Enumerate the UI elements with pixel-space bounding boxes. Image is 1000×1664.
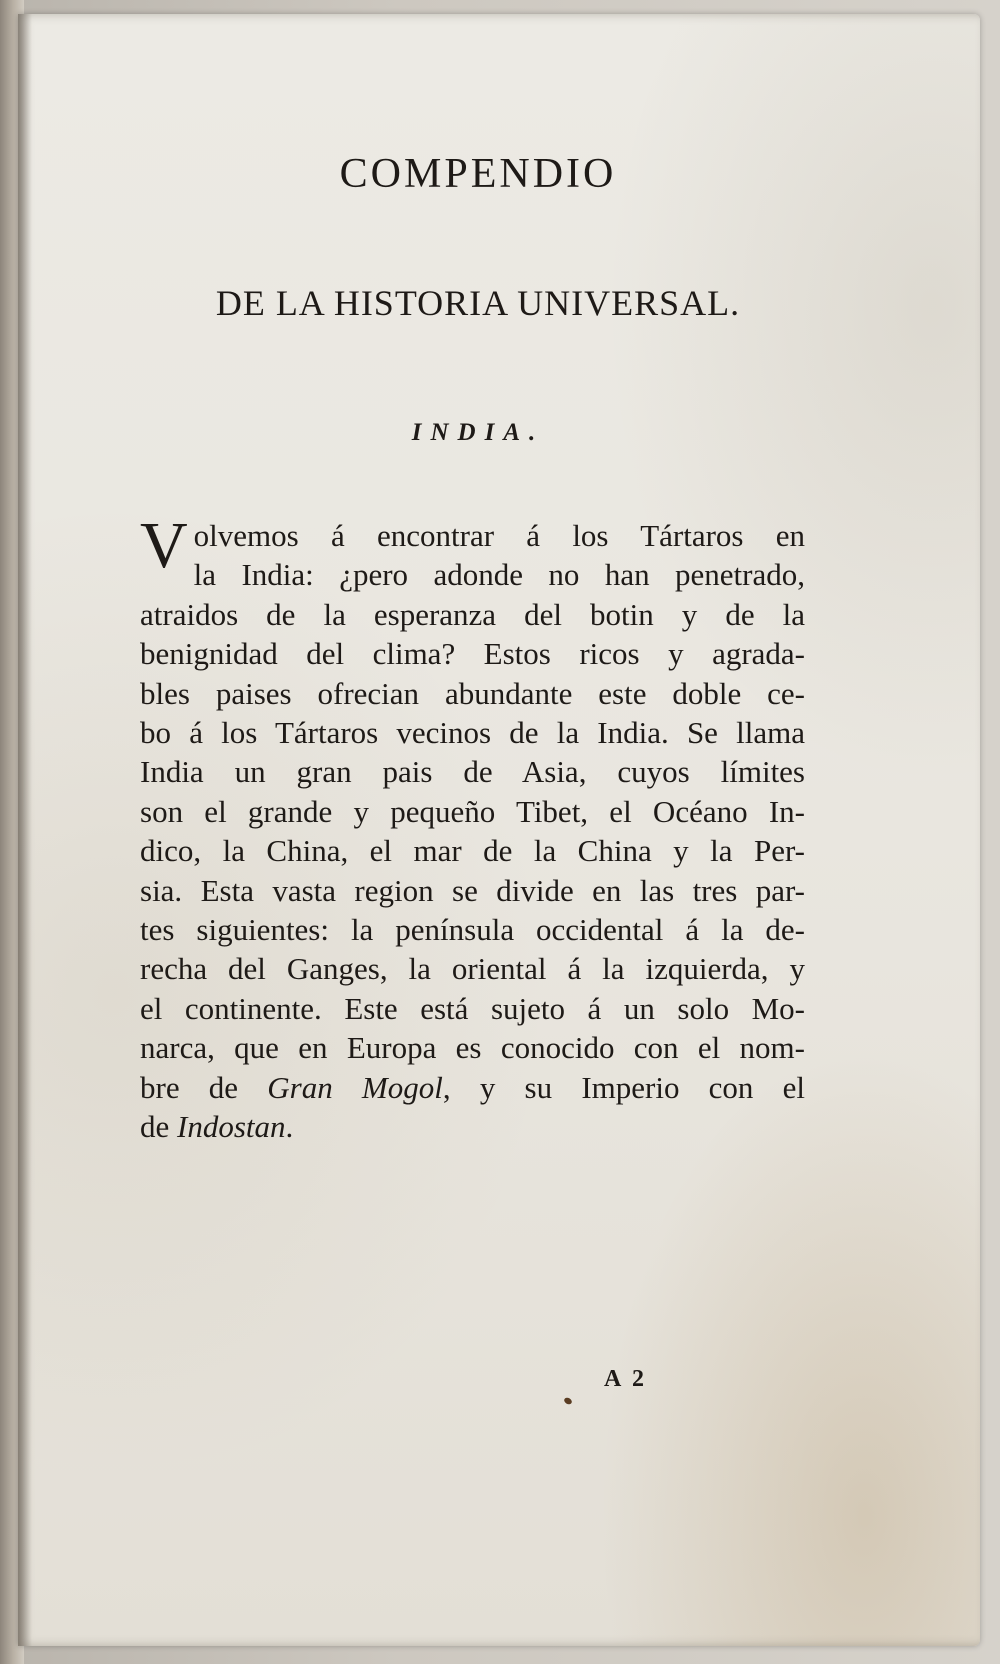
page-subtitle: DE LA HISTORIA UNIVERSAL. xyxy=(215,283,741,323)
text-line: la India: ¿pero adonde no han penetrado, xyxy=(193,557,805,593)
text-line: atraidos de la esperanza del botin y de la xyxy=(140,596,805,632)
text-fragment: . xyxy=(285,1109,294,1145)
text-fragment: , y su Imperio con el xyxy=(442,1069,806,1105)
text-line: el continente. Este está sujeto á un solo Mo- xyxy=(140,990,805,1026)
signature-mark: A 2 xyxy=(604,1366,648,1392)
text-line: tes siguientes: la península occidental á la de- xyxy=(140,912,805,948)
body-paragraph xyxy=(140,509,806,1147)
text-line: dico, la China, el mar de la China y la Per- xyxy=(140,833,805,869)
text-line: sia. Esta vasta region se divide en las tres par- xyxy=(140,872,805,908)
section-heading: INDIA. xyxy=(411,419,545,446)
book-page xyxy=(18,14,980,1646)
gutter-shadow xyxy=(18,14,32,1646)
text-line xyxy=(140,1068,805,1107)
text-fragment: de xyxy=(140,1109,178,1145)
text-line: olvemos á encontrar á los Tártaros en xyxy=(193,518,805,553)
text-line: bo á los Tártaros vecinos de la India. Se llama xyxy=(140,715,805,751)
text-line: India un gran pais de Asia, cuyos límites xyxy=(140,754,805,790)
text-line: recha del Ganges, la oriental á la izquierda, y xyxy=(140,951,805,987)
text-line xyxy=(140,1107,805,1146)
text-line: son el grande y pequeño Tibet, el Océano In- xyxy=(140,793,805,829)
italic-term: Gran Mogol xyxy=(267,1069,443,1105)
text-line: benignidad del clima? Estos ricos y agrada- xyxy=(140,636,805,672)
italic-term: Indostan xyxy=(177,1109,286,1145)
text-fragment: bre de xyxy=(140,1069,268,1105)
text-line: narca, que en Europa es conocido con el nom- xyxy=(140,1030,805,1066)
text-line: bles paises ofrecian abundante este doble ce- xyxy=(140,675,805,711)
page-title: COMPENDIO xyxy=(339,151,617,197)
ink-stain xyxy=(563,1396,573,1405)
drop-cap: V xyxy=(140,509,188,582)
